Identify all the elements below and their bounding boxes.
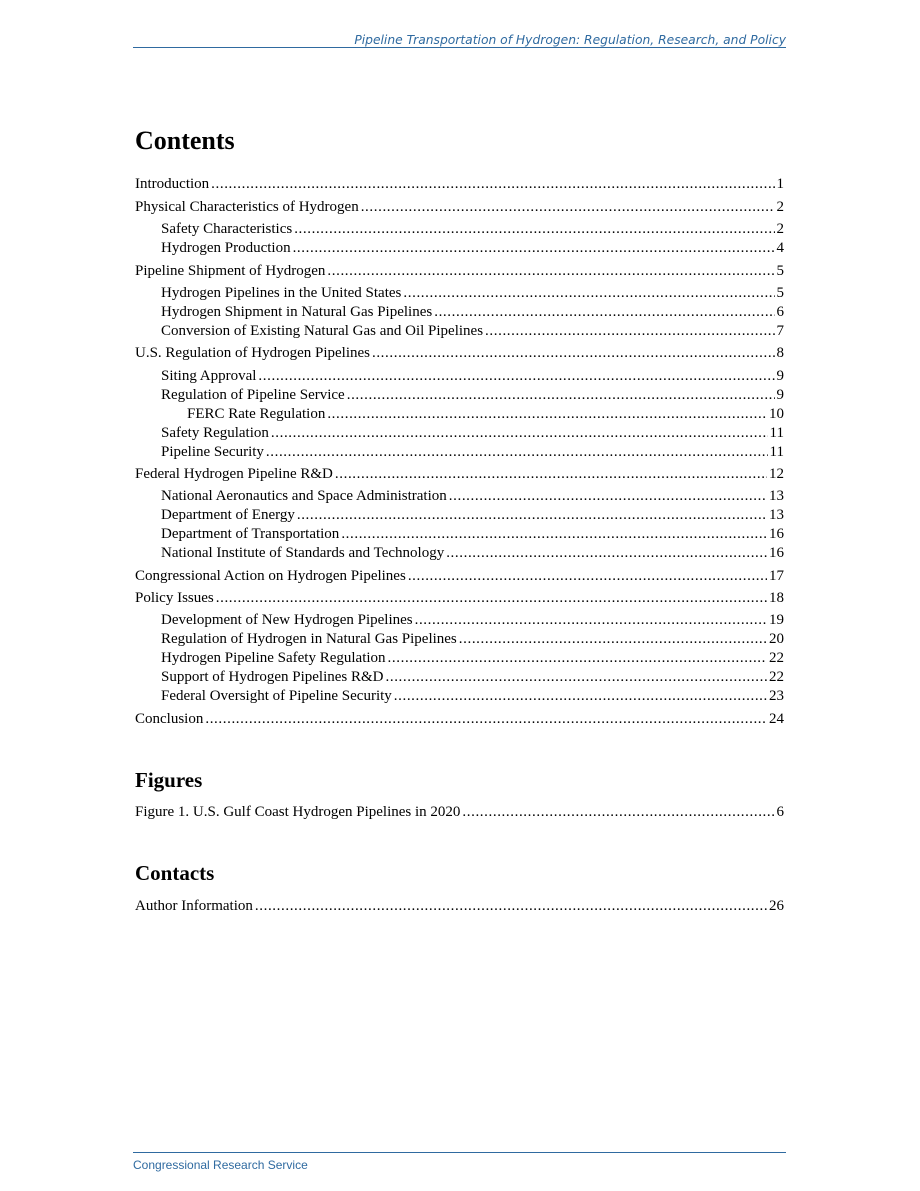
toc-dot-leader [449,487,767,505]
toc-page-number: 19 [769,612,784,628]
toc-entry-text: National Aeronautics and Space Administration [161,488,447,504]
toc-dot-leader [341,525,767,543]
toc-entry-text: Pipeline Shipment of Hydrogen [135,263,326,279]
toc-dot-leader [255,897,767,915]
toc-dot-leader [485,322,774,340]
toc-entry-text: Support of Hydrogen Pipelines R&D [161,669,384,685]
toc-entry-siting-approval[interactable] [161,367,784,385]
toc-entry-support-rd[interactable] [161,668,784,686]
toc-entry-text: Department of Energy [161,507,295,523]
toc-entry-us-regulation[interactable] [135,344,784,362]
toc-dot-leader [388,649,767,667]
contact-entry-author-information[interactable] [135,897,784,915]
toc-entry-text: Safety Characteristics [161,221,293,237]
running-header [133,31,786,48]
toc-entry-hydrogen-production[interactable] [161,239,784,257]
toc-page-number: 20 [769,631,784,647]
toc-dot-leader [408,567,767,585]
toc-dot-leader [434,303,774,321]
toc-page-number: 7 [776,323,784,339]
toc-page-number: 10 [769,406,784,422]
toc-entry-text: Department of Transportation [161,526,340,542]
toc-page-number: 4 [776,240,784,256]
toc-entry-text: Siting Approval [161,368,257,384]
toc-entry-congressional-action[interactable] [135,567,784,585]
running-footer [133,1152,786,1174]
toc-dot-leader [361,198,775,216]
toc-dot-leader [266,443,768,461]
toc-page-number: 22 [769,650,784,666]
toc-page-number: 8 [776,345,784,361]
toc-entry-dot[interactable] [161,525,784,543]
toc-entry-physical-characteristics[interactable] [135,198,784,216]
toc-dot-leader [327,262,774,280]
toc-page-number: 22 [769,669,784,685]
toc-page-number: 5 [776,263,784,279]
toc-dot-leader [205,710,767,728]
toc-page-number: 5 [776,285,784,301]
toc-dot-leader [216,589,767,607]
toc-entry-text: Regulation of Hydrogen in Natural Gas Pipelines [161,631,457,647]
toc-entry-us-hydrogen-pipelines[interactable] [161,284,784,302]
toc-page-number: 26 [769,898,784,914]
toc-page-number: 6 [776,804,784,820]
footer-text: Congressional Research Service [133,1158,308,1172]
toc-entry-text: Safety Regulation [161,425,269,441]
toc-entry-pipeline-security[interactable] [161,443,784,461]
toc-dot-leader [403,284,774,302]
toc-entry-doe[interactable] [161,506,784,524]
toc-entry-text: Regulation of Pipeline Service [161,387,345,403]
toc-page-number: 13 [769,507,784,523]
toc-dot-leader [258,367,774,385]
toc-entry-text: Hydrogen Shipment in Natural Gas Pipelines [161,304,433,320]
toc-entry-text: Introduction [135,176,210,192]
toc-dot-leader [211,175,774,193]
toc-entry-federal-rd[interactable] [135,465,784,483]
toc-entry-ferc-rate[interactable] [187,405,784,423]
toc-dot-leader [462,803,774,821]
toc-entry-pipeline-service[interactable] [161,386,784,404]
toc-entry-text: Physical Characteristics of Hydrogen [135,199,359,215]
toc-page-number: 11 [769,425,784,441]
toc-page-number: 16 [769,545,784,561]
toc-entry-regulation-natural-gas[interactable] [161,630,784,648]
toc-entry-text: Congressional Action on Hydrogen Pipelines [135,568,406,584]
toc-entry-nasa[interactable] [161,487,784,505]
toc-page-number: 2 [776,221,784,237]
toc-page-number: 2 [776,199,784,215]
toc-page-number: 6 [776,304,784,320]
toc-dot-leader [294,220,774,238]
toc-entry-text: Hydrogen Pipelines in the United States [161,285,402,301]
toc-dot-leader [347,386,775,404]
toc-page-number: 11 [769,444,784,460]
toc-page-number: 17 [769,568,784,584]
toc-dot-leader [335,465,767,483]
toc-entry-pipeline-safety-regulation[interactable] [161,649,784,667]
toc-dot-leader [271,424,768,442]
toc-entry-nist[interactable] [161,544,784,562]
toc-entry-new-pipelines[interactable] [161,611,784,629]
toc-page-number: 9 [776,387,784,403]
toc-entry-pipeline-shipment[interactable] [135,262,784,280]
toc-entry-text: Federal Oversight of Pipeline Security [161,688,392,704]
toc-entry-text: Pipeline Security [161,444,264,460]
toc-entry-text: National Institute of Standards and Technology [161,545,445,561]
toc-entry-text: Author Information [135,898,253,914]
toc-entry-conversion-existing[interactable] [161,322,784,340]
toc-page-number: 13 [769,488,784,504]
toc-dot-leader [372,344,775,362]
header-title: Pipeline Transportation of Hydrogen: Regulation, Research, and Policy [354,33,786,47]
toc-entry-text: Hydrogen Pipeline Safety Regulation [161,650,386,666]
toc-page-number: 1 [776,176,784,192]
toc-entry-natural-gas-shipment[interactable] [161,303,784,321]
figures-heading: Figures [135,768,203,792]
toc-page-number: 12 [769,466,784,482]
toc-dot-leader [394,687,767,705]
toc-page-number: 18 [769,590,784,606]
toc-entry-introduction[interactable] [135,175,784,193]
toc-entry-text: Figure 1. U.S. Gulf Coast Hydrogen Pipelines in 2020 [135,804,461,820]
toc-page-number: 9 [776,368,784,384]
toc-entry-text: Development of New Hydrogen Pipelines [161,612,413,628]
figure-entry-1[interactable] [135,803,784,821]
toc-page-number: 23 [769,688,784,704]
toc-dot-leader [327,405,767,423]
toc-entry-text: FERC Rate Regulation [187,406,326,422]
toc-page-number: 16 [769,526,784,542]
toc-entry-safety-characteristics[interactable] [161,220,784,238]
toc-entry-text: Conversion of Existing Natural Gas and Oil Pipelines [161,323,484,339]
contacts-heading: Contacts [135,861,215,885]
toc-dot-leader [297,506,767,524]
toc-dot-leader [459,630,767,648]
contents-heading: Contents [135,126,235,155]
toc-dot-leader [386,668,768,686]
toc-entry-federal-oversight[interactable] [161,687,784,705]
toc-dot-leader [293,239,775,257]
toc-entry-text: Conclusion [135,711,204,727]
toc-entry-policy-issues[interactable] [135,589,784,607]
toc-entry-text: Federal Hydrogen Pipeline R&D [135,466,333,482]
toc-entry-safety-regulation[interactable] [161,424,784,442]
toc-entry-conclusion[interactable] [135,710,784,728]
toc-dot-leader [446,544,767,562]
toc-dot-leader [415,611,767,629]
toc-page-number: 24 [769,711,784,727]
toc-entry-text: Policy Issues [135,590,214,606]
toc-entry-text: Hydrogen Production [161,240,291,256]
toc-entry-text: U.S. Regulation of Hydrogen Pipelines [135,345,370,361]
